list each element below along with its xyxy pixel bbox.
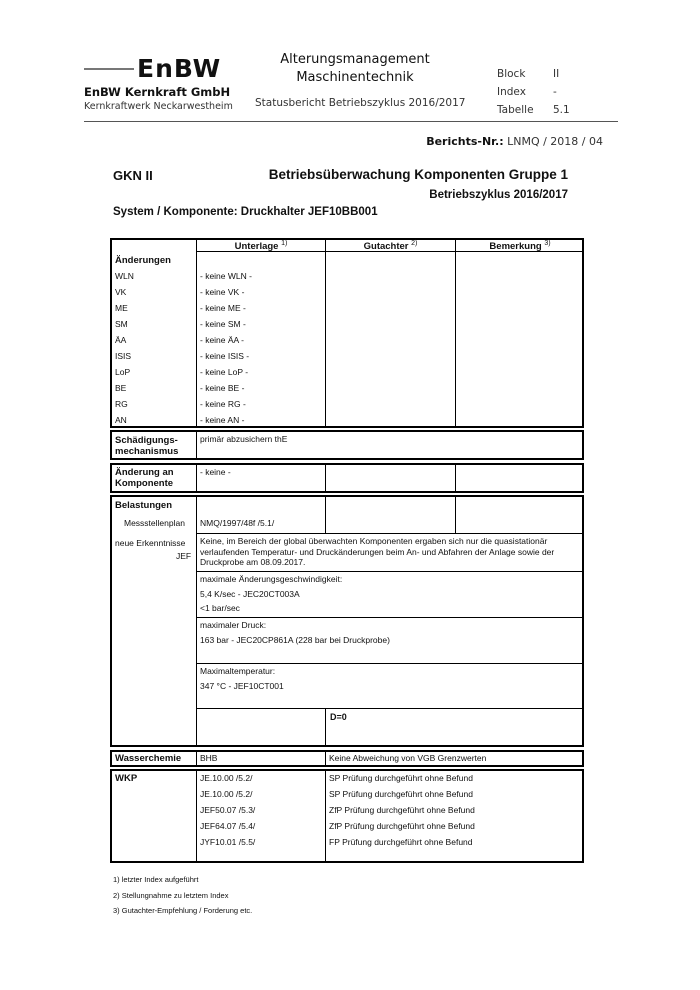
meta-key-block: Block [497, 68, 526, 80]
aenderungsgeschw-value2: <1 bar/sec [200, 603, 240, 613]
aenderung-key: WLN [115, 271, 134, 281]
wasserchemie-value: BHB [200, 753, 218, 763]
aenderung-key: SM [115, 319, 128, 329]
aenderung-key: BE [115, 383, 127, 393]
page-title: Betriebsüberwachung Komponenten Gruppe 1 [268, 167, 568, 182]
wkp-label: WKP [115, 773, 138, 784]
wkp-ref: JEF64.07 /5.4/ [200, 821, 256, 831]
aenderung-value: - keine WLN - [200, 271, 252, 281]
aenderung-key: VK [115, 287, 127, 297]
messstellenplan-value: NMQ/1997/48f /5.1/ [200, 518, 275, 528]
erkenntnisse-text: Keine, im Bereich der global überwachten Komponenten ergaben sich nur die quasistationär verlaufenden Temperatur- und Druckänderungen beim An- und Abfahren der Anlage sowie der Druckprobe am 08.09.2017. [200, 536, 555, 567]
report-number-value: LNMQ / 2018 / 04 [507, 135, 603, 148]
aenderung-komponente-box [110, 463, 584, 493]
wkp-ref: JEF50.07 /5.3/ [200, 805, 256, 815]
aenderung-value: - keine RG - [200, 399, 246, 409]
temp-value: 347 °C - JEF10CT001 [200, 681, 284, 691]
header-rule [84, 121, 618, 122]
enbw-logo: EnBW [137, 54, 222, 83]
footnote-2: 2) Stellungnahme zu letztem Index [113, 891, 229, 900]
aenderung-key: ISIS [115, 351, 132, 361]
report-number-label: Berichts-Nr.: [426, 135, 504, 148]
aenderungen-box [110, 238, 584, 428]
wkp-text: FP Prüfung durchgeführt ohne Befund [329, 837, 473, 847]
erkenntnisse-sub: JEF [176, 551, 192, 561]
aenderung-value: - keine BE - [200, 383, 245, 393]
wkp-text: SP Prüfung durchgeführt ohne Befund [329, 789, 473, 799]
belastungen-label: Belastungen [115, 500, 173, 511]
aenderung-key: AN [115, 415, 127, 425]
col-header-unterlage: Unterlage $^{1)}$ [234, 240, 288, 253]
wasserchemie-label: Wasserchemie [115, 753, 182, 764]
wasserchemie-remark: Keine Abweichung von VGB Grenzwerten [329, 753, 487, 763]
system-component: System / Komponente: Druckhalter JEF10BB001 [113, 206, 378, 218]
plant-name: Kernkraftwerk Neckarwestheim [84, 101, 233, 112]
schaedigung-value: primär abzusichern thE [200, 434, 288, 444]
aenderung-value: - keine AN - [200, 415, 245, 425]
wkp-ref: JYF10.01 /5.5/ [200, 837, 256, 847]
meta-value-tabelle: 5.1 [553, 104, 570, 116]
wkp-ref: JE.10.00 /5.2/ [200, 789, 253, 799]
doc-title-line1: Alterungsmanagement [280, 52, 430, 67]
footnote-1: 1) letzter Index aufgeführt [113, 875, 199, 884]
aenderung-value: - keine SM - [200, 319, 246, 329]
temp-label: Maximaltemperatur: [200, 666, 276, 676]
report-number [426, 135, 603, 148]
status-report: Statusbericht Betriebszyklus 2016/2017 [255, 97, 466, 109]
aenderung-key: RG [115, 399, 128, 409]
aenderung-value: - keine ISIS - [200, 351, 250, 361]
aenderung-key: ÄA [115, 335, 127, 345]
meta-value-index: - [553, 86, 557, 98]
logo-line [84, 68, 134, 70]
schaedigung-box [110, 430, 584, 460]
d-value: D=0 [330, 712, 347, 722]
wkp-text: SP Prüfung durchgeführt ohne Befund [329, 773, 473, 783]
cycle-label: Betriebszyklus 2016/2017 [429, 189, 568, 201]
aenderungen-label: Änderungen [115, 255, 171, 266]
aenderung-komponente-label: Änderung an Komponente [115, 467, 174, 489]
aenderung-key: LoP [115, 367, 131, 377]
company-name: EnBW Kernkraft GmbH [84, 85, 231, 99]
aenderungsgeschw-label: maximale Änderungsgeschwindigkeit: [200, 574, 343, 584]
wkp-text: ZfP Prüfung durchgeführt ohne Befund [329, 805, 475, 815]
druck-label: maximaler Druck: [200, 620, 267, 630]
aenderung-value: - keine VK - [200, 287, 245, 297]
col-header-bemerkung: Bemerkung $^{3)}$ [489, 240, 551, 253]
wkp-box [110, 769, 584, 863]
wkp-ref: JE.10.00 /5.2/ [200, 773, 253, 783]
meta-key-index: Index [497, 86, 526, 98]
meta-key-tabelle: Tabelle [497, 104, 534, 116]
messstellenplan-label: Messstellenplan [124, 518, 185, 528]
aenderungsgeschw-value1: 5,4 K/sec - JEC20CT003A [200, 589, 300, 599]
druck-value: 163 bar - JEC20CP861A (228 bar bei Druckprobe) [200, 635, 390, 645]
col-header-gutachter: Gutachter $^{2)}$ [363, 240, 418, 253]
meta-value-block: II [553, 68, 560, 80]
aenderung-value: - keine ÄA - [200, 335, 244, 345]
unit-label: GKN II [113, 168, 153, 183]
aenderung-key: ME [115, 303, 128, 313]
schaedigung-label: Schädigungs- mechanismus [115, 435, 179, 457]
aenderung-value: - keine ME - [200, 303, 246, 313]
doc-title-line2: Maschinentechnik [296, 70, 414, 85]
wkp-text: ZfP Prüfung durchgeführt ohne Befund [329, 821, 475, 831]
aenderung-komponente-value: - keine - [200, 467, 231, 477]
footnote-3: 3) Gutachter-Empfehlung / Forderung etc. [113, 906, 253, 915]
erkenntnisse-label: neue Erkenntnisse [115, 538, 186, 548]
aenderung-value: - keine LoP - [200, 367, 249, 377]
